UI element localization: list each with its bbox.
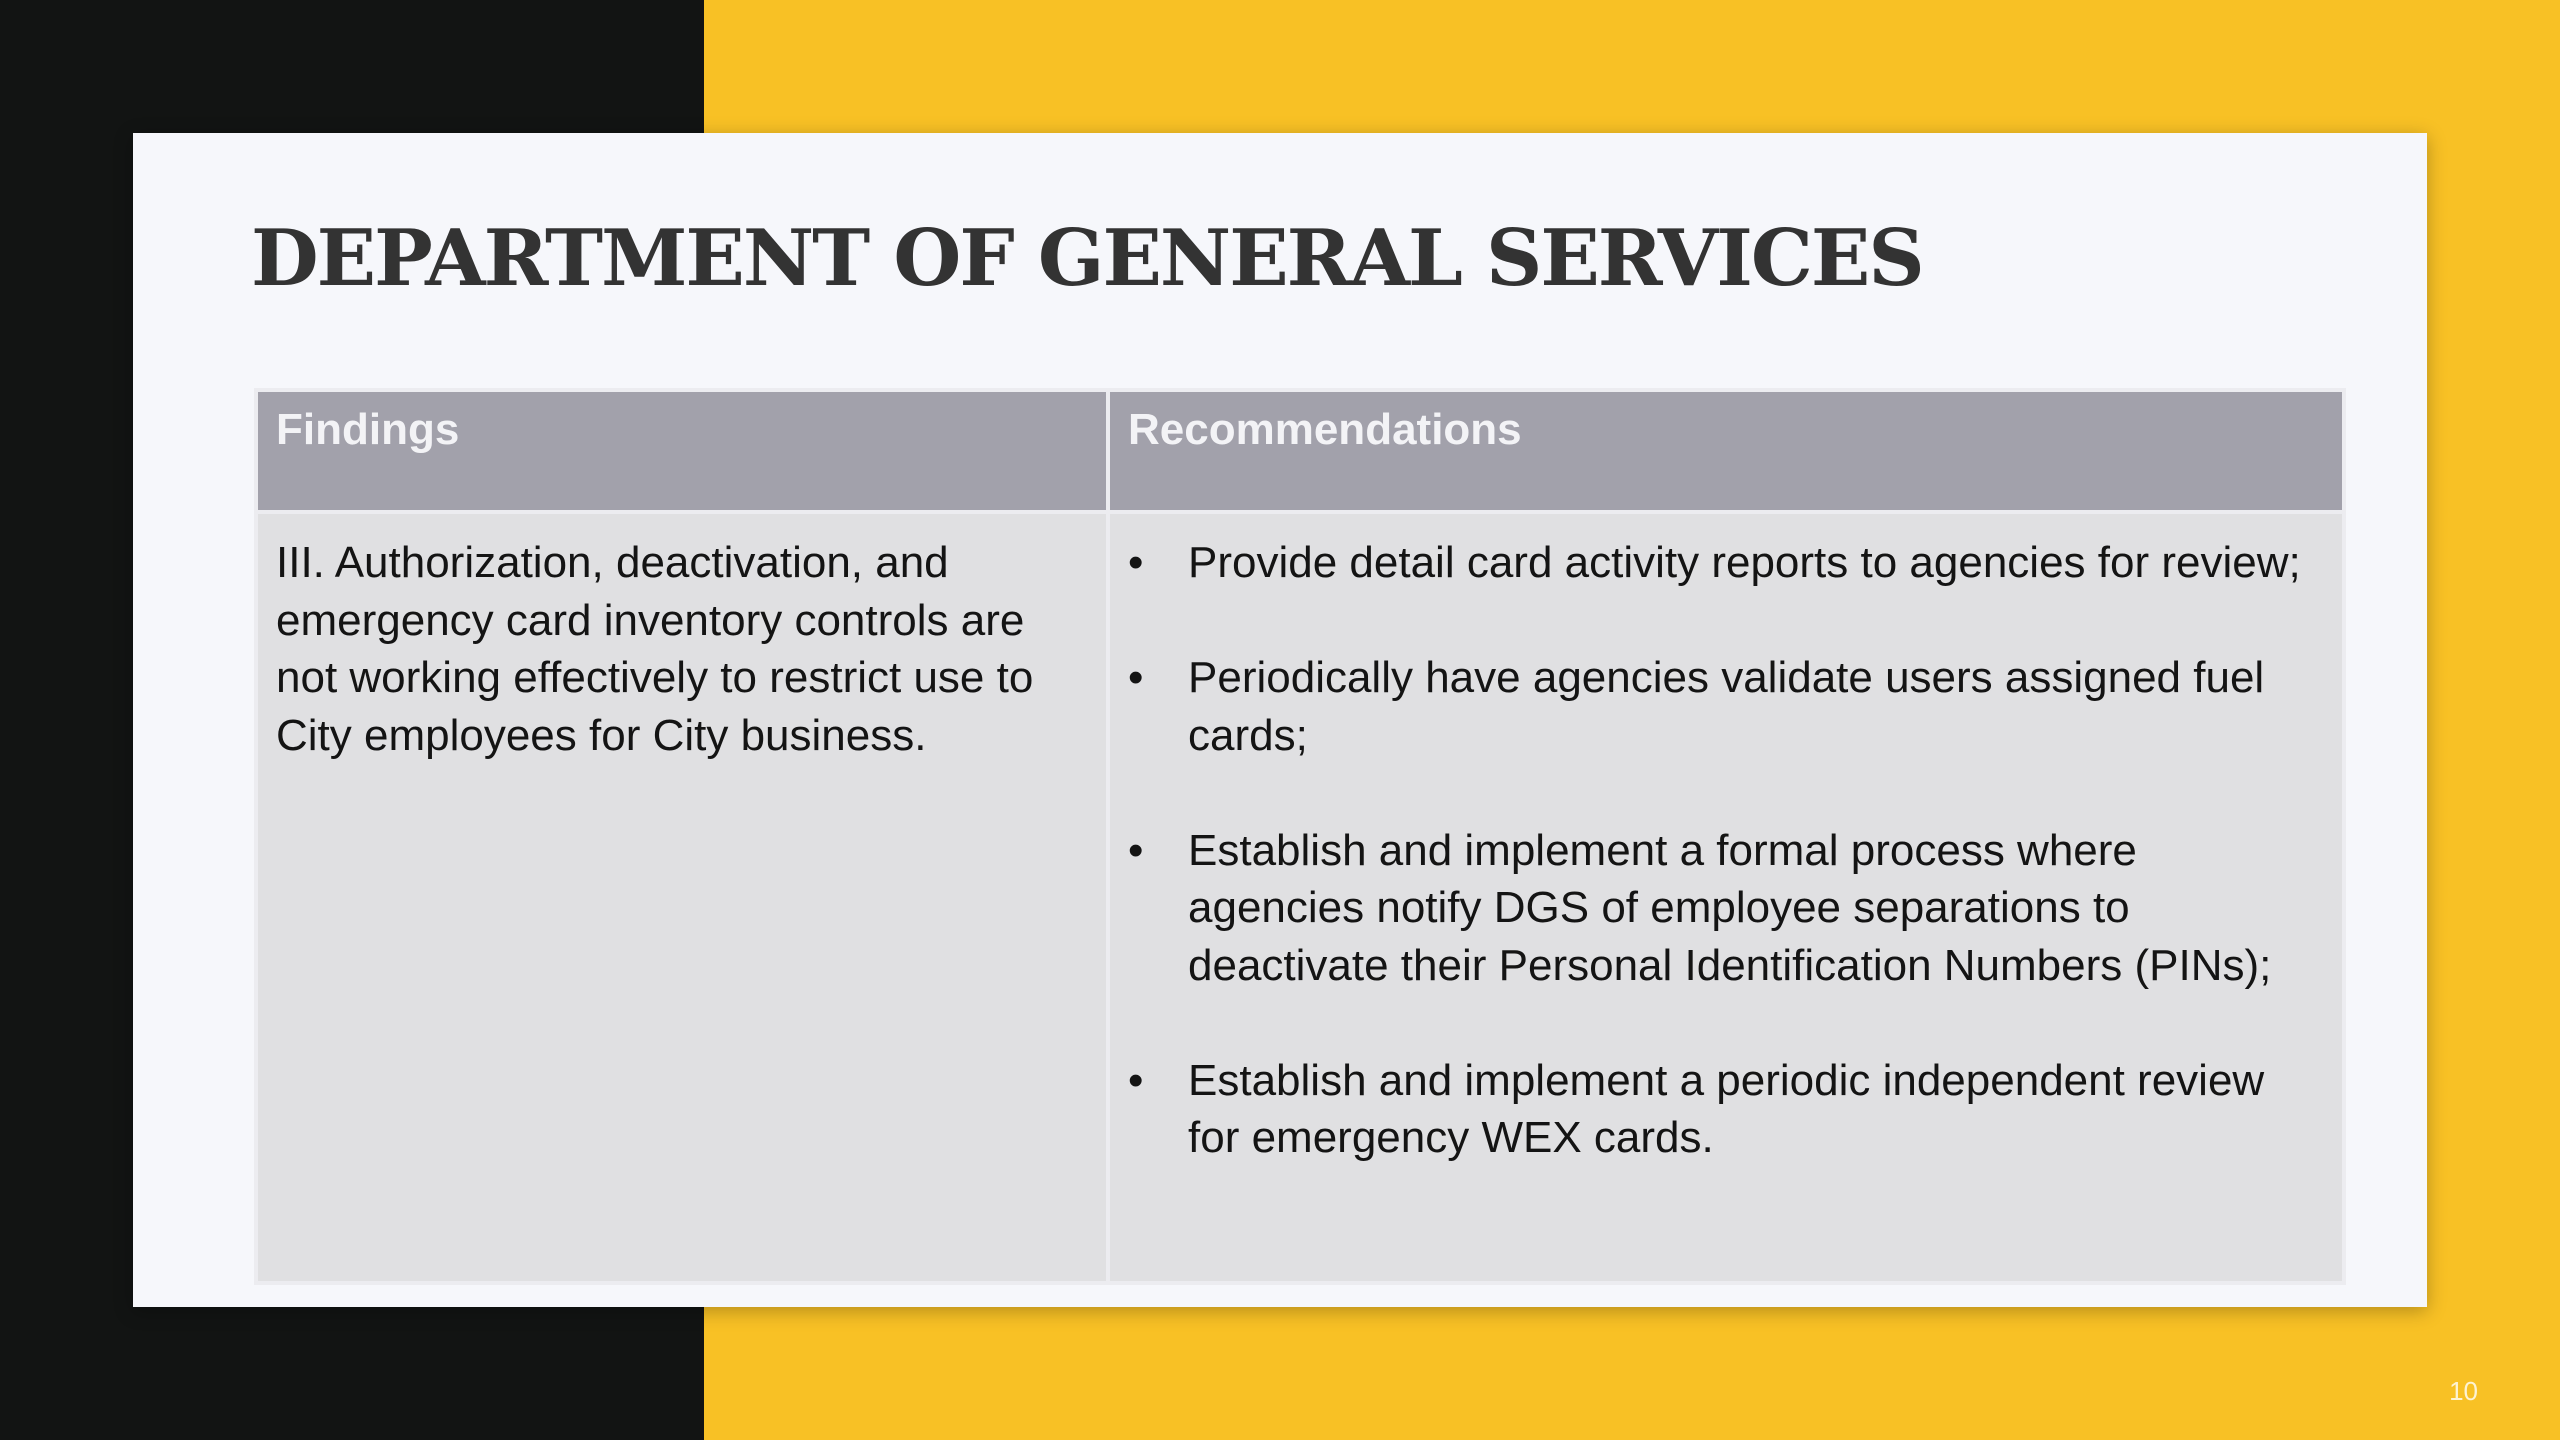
recommendation-text: Periodically have agencies validate users assigned fuel cards; <box>1188 653 2265 760</box>
recommendation-item <box>1128 649 2324 764</box>
slide-title: DEPARTMENT OF GENERAL SERVICES <box>251 213 1923 304</box>
recommendation-text: Establish and implement a formal process where agencies notify DGS of employee separations to deactivate their Personal Identification Numbers (PINs); <box>1188 825 2272 990</box>
recommendations-list <box>1128 534 2324 1167</box>
bullet-icon: • <box>1128 825 1144 875</box>
bullet-icon: • <box>1128 538 1144 587</box>
recommendation-text: Establish and implement a periodic independent review for emergency WEX cards. <box>1188 1055 2265 1162</box>
bullet-icon: • <box>1128 1055 1144 1105</box>
recommendation-text: Provide detail card activity reports to agencies for review; <box>1188 538 2301 587</box>
table-header-row <box>256 390 2344 512</box>
findings-header: Findings <box>256 390 1108 512</box>
recommendations-header: Recommendations <box>1108 390 2344 512</box>
bullet-icon: • <box>1128 653 1144 702</box>
table-row <box>256 512 2344 1283</box>
recommendations-cell <box>1108 512 2344 1283</box>
slide-card <box>133 133 2427 1307</box>
recommendation-item <box>1128 822 2324 995</box>
page-number: 10 <box>2449 1376 2478 1406</box>
findings-recommendations-table <box>254 388 2346 1285</box>
recommendation-item <box>1128 534 2324 592</box>
finding-cell: III. Authorization, deactivation, and emergency card inventory controls are not working effectively to restrict use to City employees for City business. <box>256 512 1108 1283</box>
recommendation-item <box>1128 1052 2324 1167</box>
